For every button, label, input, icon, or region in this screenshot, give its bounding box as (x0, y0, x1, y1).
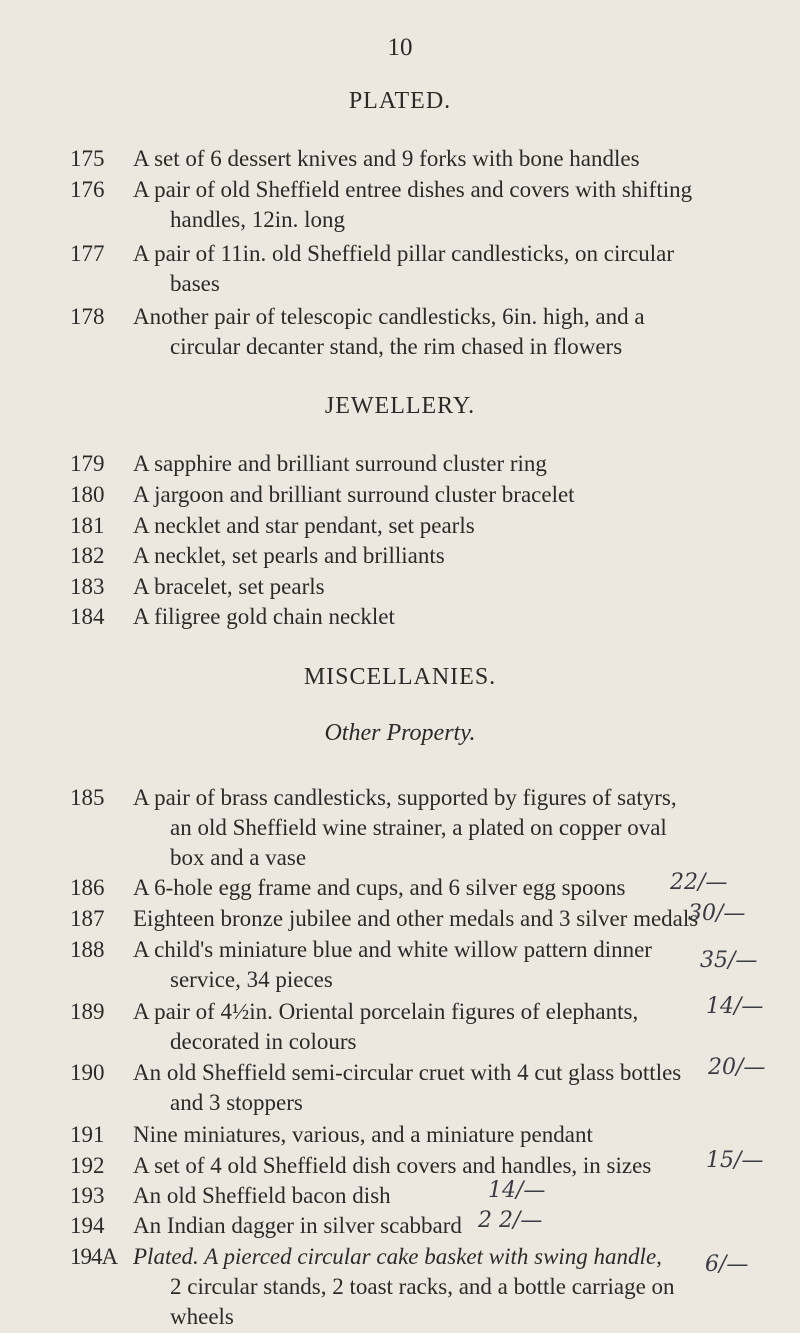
handwritten-price: 30/— (688, 901, 746, 926)
handwritten-price: 20/— (708, 1055, 766, 1080)
handwritten-price: 14/— (706, 994, 764, 1019)
lot-number: 185 (70, 785, 105, 810)
lot-number: 192 (70, 1153, 105, 1178)
lot-description-cont: circular decanter stand, the rim chased in flowers (170, 334, 623, 359)
lot-description: A set of 4 old Sheffield dish covers and handles, in sizes (133, 1153, 652, 1178)
lot-description-cont: decorated in colours (170, 1029, 357, 1054)
lot-description: A pair of old Sheffield entree dishes and covers with shifting (133, 177, 693, 202)
section-title-plated: PLATED. (348, 88, 452, 114)
lot-description: Nine miniatures, various, and a miniature pendant (133, 1122, 593, 1147)
lot-number: 178 (70, 304, 105, 329)
lot-description: A pair of brass candlesticks, supported by figures of satyrs, (133, 785, 677, 810)
lot-number: 182 (70, 543, 105, 568)
lot-description: Eighteen bronze jubilee and other medals and 3 silver medals (133, 906, 699, 931)
lot-description-cont: an old Sheffield wine strainer, a plated on copper oval (170, 815, 667, 840)
lot-description: A 6-hole egg frame and cups, and 6 silver egg spoons (133, 875, 626, 900)
section-title-jewellery: JEWELLERY. (324, 393, 476, 419)
lot-number: 183 (70, 574, 105, 599)
lot-description: A necklet, set pearls and brilliants (133, 543, 445, 568)
handwritten-price: 6/— (705, 1252, 749, 1277)
lot-description: Plated. A pierced circular cake basket with swing handle, (133, 1244, 662, 1269)
lot-number: 189 (70, 999, 105, 1024)
lot-description: A pair of 11in. old Sheffield pillar candlesticks, on circular (133, 241, 674, 266)
lot-number: 188 (70, 937, 105, 962)
lot-description-cont: and 3 stoppers (170, 1090, 303, 1115)
lot-number: 176 (70, 177, 105, 202)
lot-number: 184 (70, 604, 105, 629)
lot-number: 190 (70, 1060, 105, 1085)
lot-number: 177 (70, 241, 105, 266)
section-title-miscellanies: MISCELLANIES. (303, 664, 497, 690)
handwritten-price: 14/— (488, 1178, 546, 1203)
lot-description: An old Sheffield semi-circular cruet with 4 cut glass bottles (133, 1060, 682, 1085)
lot-number: 193 (70, 1183, 105, 1208)
lot-number: 194A (70, 1244, 118, 1269)
lot-description: A sapphire and brilliant surround cluster ring (133, 451, 547, 476)
lot-number: 186 (70, 875, 105, 900)
lot-description: An Indian dagger in silver scabbard (133, 1213, 462, 1238)
lot-number: 175 (70, 146, 105, 171)
lot-description: A child's miniature blue and white willow pattern dinner (133, 937, 652, 962)
page-number: 10 (387, 34, 413, 61)
lot-number: 181 (70, 513, 105, 538)
lot-description: A set of 6 dessert knives and 9 forks with bone handles (133, 146, 640, 171)
section-subtitle: Other Property. (324, 720, 476, 746)
handwritten-price: 35/— (700, 948, 758, 973)
lot-description-cont: 2 circular stands, 2 toast racks, and a bottle carriage on (170, 1274, 675, 1299)
handwritten-price: 15/— (706, 1148, 764, 1173)
lot-description-cont: bases (170, 271, 220, 296)
lot-number: 194 (70, 1213, 105, 1238)
lot-description-cont: service, 34 pieces (170, 967, 333, 992)
lot-description: A pair of 4½in. Oriental porcelain figures of elephants, (133, 999, 639, 1024)
lot-description: A filigree gold chain necklet (133, 604, 395, 629)
lot-description: An old Sheffield bacon dish (133, 1183, 391, 1208)
lot-description-cont: wheels (170, 1304, 234, 1329)
lot-number: 179 (70, 451, 105, 476)
lot-description-cont: handles, 12in. long (170, 207, 346, 232)
lot-number: 187 (70, 906, 105, 931)
handwritten-price: 22/— (670, 870, 728, 895)
lot-description: Another pair of telescopic candlesticks, 6in. high, and a (133, 304, 645, 329)
lot-description: A necklet and star pendant, set pearls (133, 513, 475, 538)
lot-description: A bracelet, set pearls (133, 574, 325, 599)
lot-description-cont: box and a vase (170, 845, 307, 870)
handwritten-price: 2 2/— (478, 1208, 543, 1233)
lot-number: 191 (70, 1122, 105, 1147)
lot-description: A jargoon and brilliant surround cluster bracelet (133, 482, 575, 507)
lot-number: 180 (70, 482, 105, 507)
